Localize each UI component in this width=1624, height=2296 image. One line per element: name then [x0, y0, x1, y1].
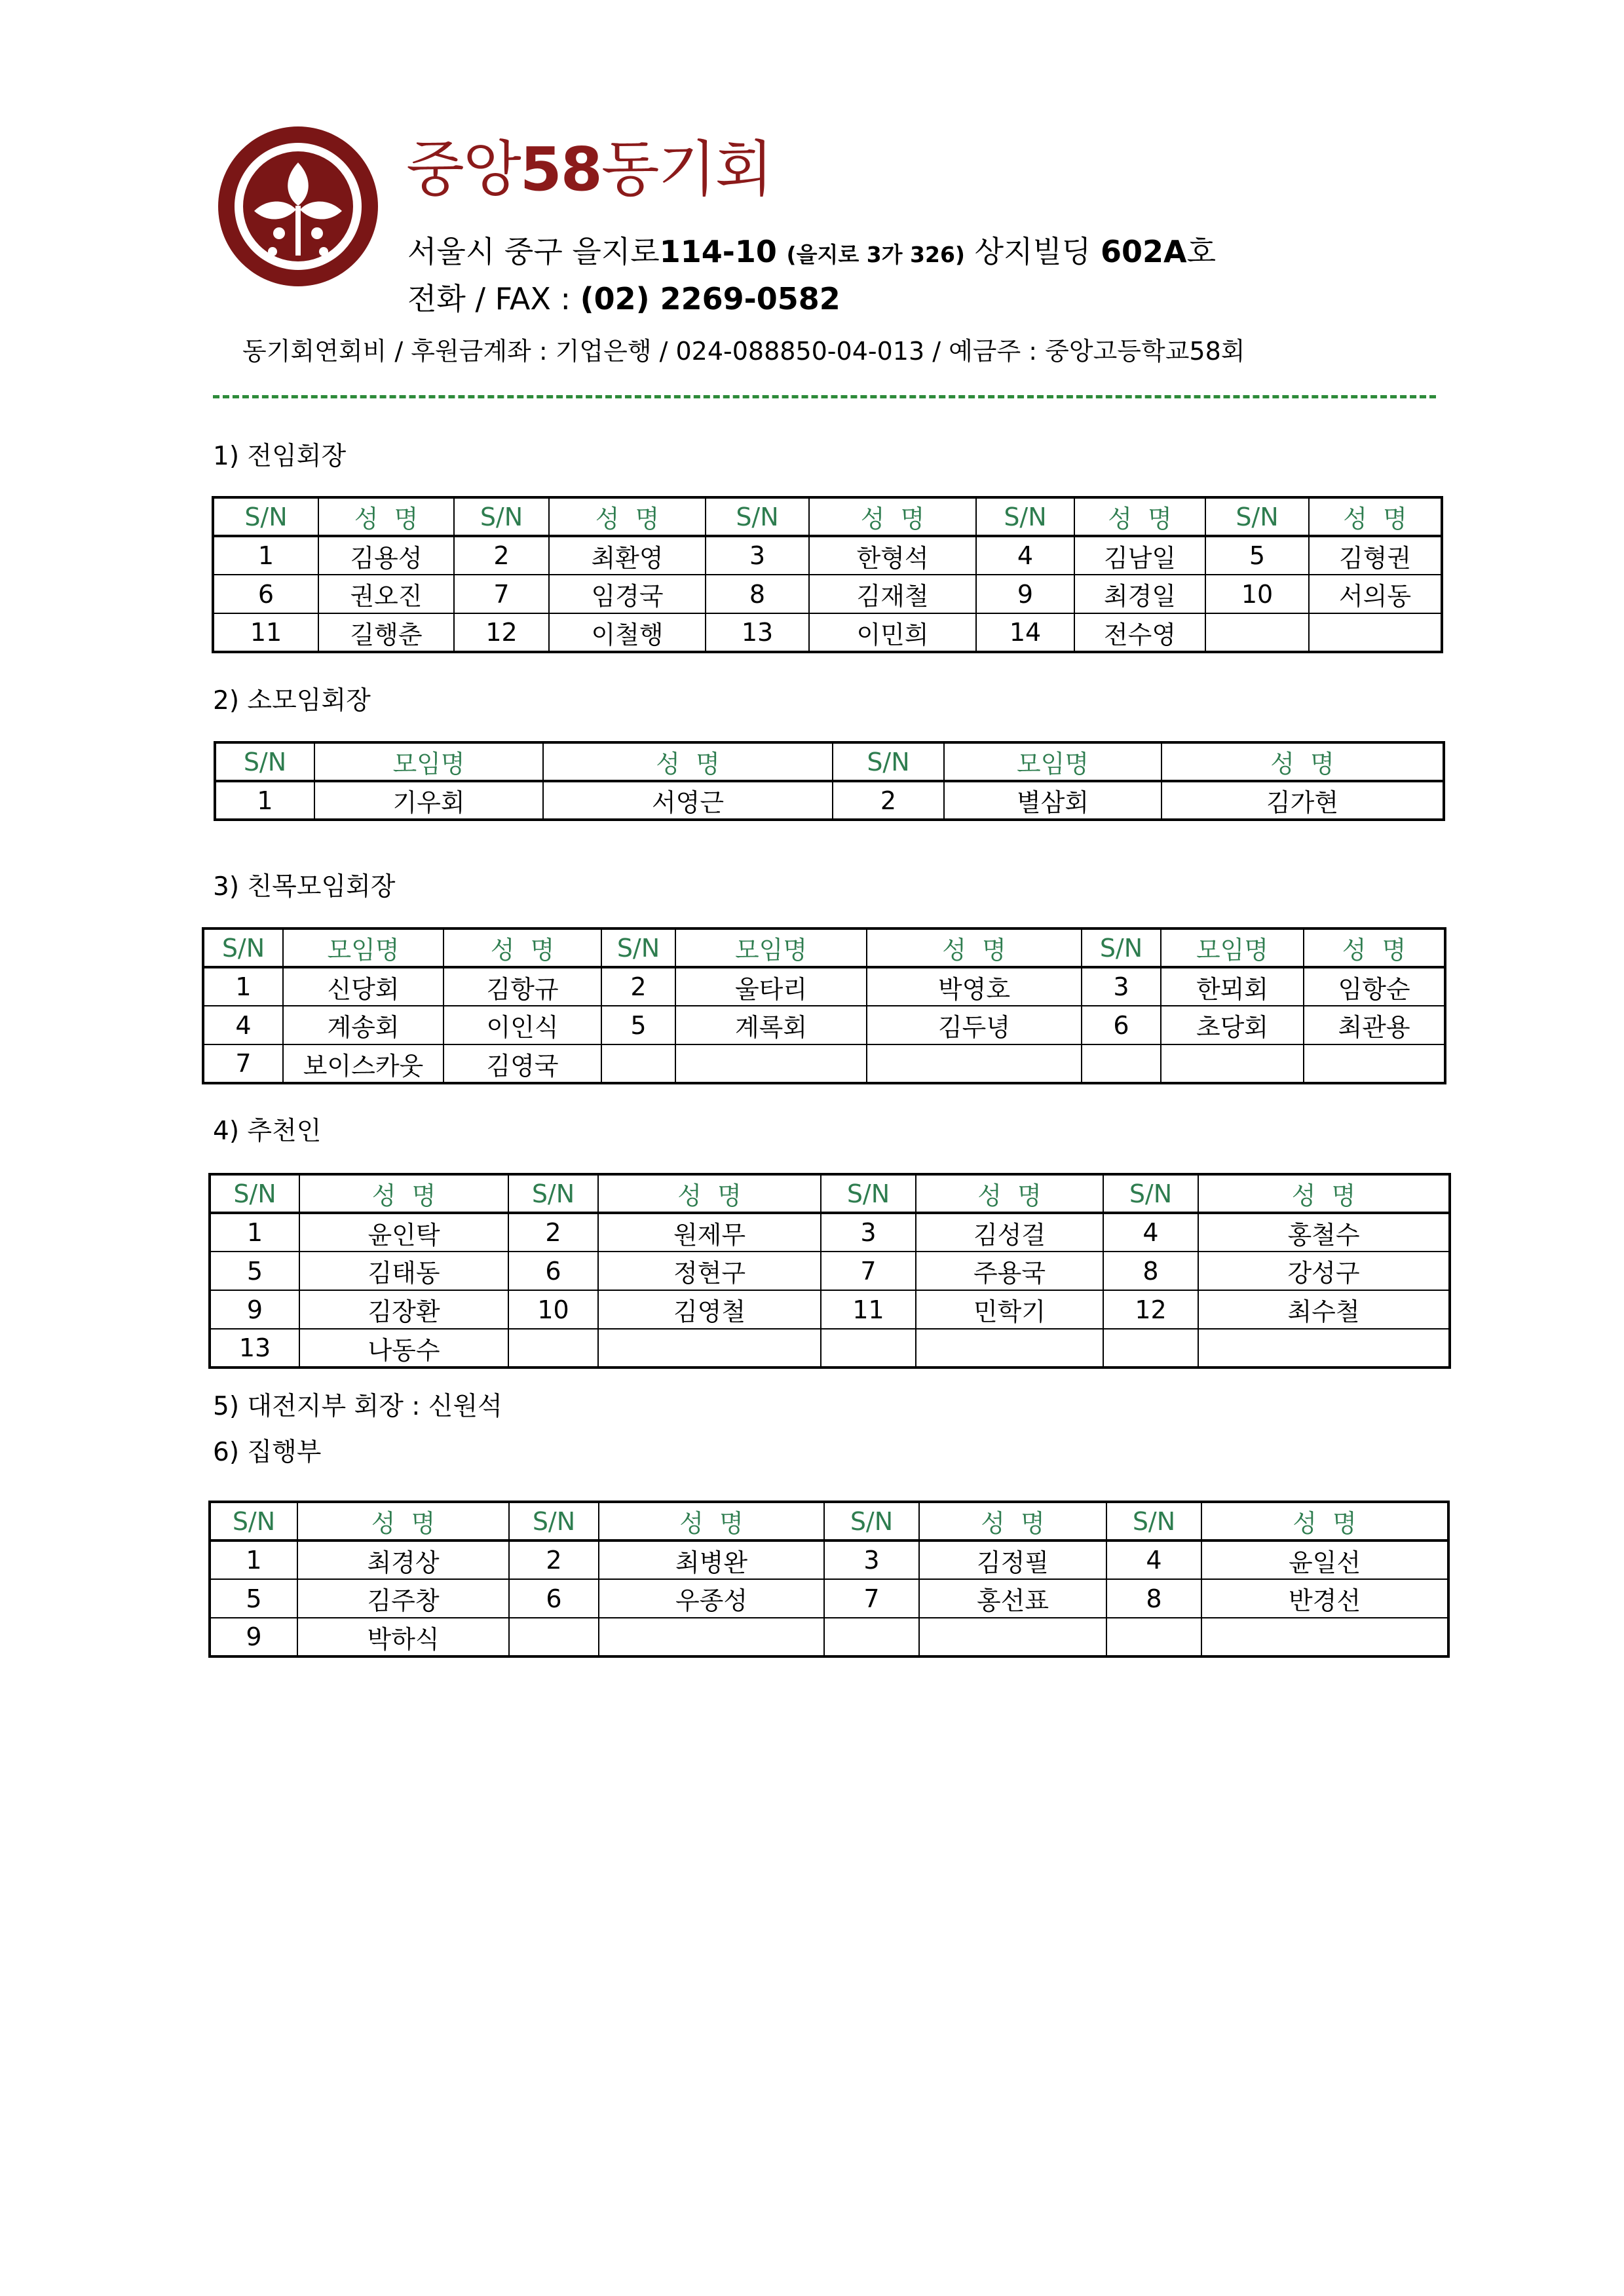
table-cell: 기우회	[314, 781, 543, 820]
table-cell: 2	[509, 1540, 599, 1579]
column-header: 모임명	[314, 742, 543, 781]
column-header: S/N	[833, 742, 944, 781]
phone-line: 전화 / FAX : (02) 2269-0582	[407, 281, 840, 316]
table-cell: 9	[210, 1618, 297, 1656]
table-cell: 6	[508, 1252, 598, 1290]
column-header: S/N	[1103, 1174, 1198, 1213]
table-row	[210, 1252, 1450, 1290]
table-cell: 5	[210, 1252, 299, 1290]
table-cell: 김장환	[299, 1290, 508, 1329]
column-header: 성 명	[1074, 497, 1205, 536]
table-row	[210, 1540, 1448, 1579]
table-cell: 1	[215, 781, 314, 820]
table-cell: 이인식	[444, 1006, 601, 1044]
section-title: 6) 집행부	[213, 1438, 322, 1467]
column-header: S/N	[210, 1174, 299, 1213]
table-cell	[1201, 1618, 1448, 1656]
table-cell: 김정필	[919, 1540, 1106, 1579]
column-header: 성 명	[598, 1174, 821, 1213]
table-cell: 김주창	[297, 1579, 509, 1618]
table-cell: 7	[454, 575, 549, 613]
column-header: 모임명	[283, 928, 444, 967]
table-row	[210, 1329, 1450, 1368]
table-cell: 11	[821, 1290, 916, 1329]
column-header: S/N	[1205, 497, 1309, 536]
column-header: S/N	[1106, 1502, 1201, 1540]
table-header-row	[213, 497, 1442, 536]
column-header: 성 명	[867, 928, 1082, 967]
table-cell: 최병완	[599, 1540, 824, 1579]
column-header: 성 명	[1309, 497, 1442, 536]
table-cell: 권오진	[318, 575, 454, 613]
table-cell: 최수철	[1198, 1290, 1450, 1329]
table-cell: 김항규	[444, 967, 601, 1006]
column-header: 성 명	[297, 1502, 509, 1540]
table-header-row	[203, 928, 1445, 967]
table-cell: 한형석	[809, 536, 976, 575]
table-cell: 김형권	[1309, 536, 1442, 575]
column-header: 성 명	[444, 928, 601, 967]
table-cell: 2	[454, 536, 549, 575]
table-cell	[916, 1329, 1103, 1368]
table-cell: 1	[210, 1540, 297, 1579]
table-cell: 보이스카웃	[283, 1044, 444, 1083]
table-cell: 임경국	[549, 575, 706, 613]
table-cell: 4	[203, 1006, 283, 1044]
table-cell: 김두녕	[867, 1006, 1082, 1044]
table-cell: 10	[1205, 575, 1309, 613]
table-cell	[509, 1618, 599, 1656]
table-cell: 초당회	[1161, 1006, 1304, 1044]
table-cell: 박하식	[297, 1618, 509, 1656]
table-cell: 5	[1205, 536, 1309, 575]
recommenders-table	[208, 1173, 1451, 1369]
column-header: 성 명	[1198, 1174, 1450, 1213]
table-cell: 김재철	[809, 575, 976, 613]
table-cell: 반경선	[1201, 1579, 1448, 1618]
table-header-row	[215, 742, 1444, 781]
table-cell: 4	[1106, 1540, 1201, 1579]
table-row	[210, 1579, 1448, 1618]
table-cell: 8	[1103, 1252, 1198, 1290]
table-cell: 8	[1106, 1579, 1201, 1618]
table-cell: 6	[213, 575, 318, 613]
table-cell: 2	[508, 1213, 598, 1252]
address-line: 서울시 중구 을지로114-10 (을지로 3가 326) 상지빌딩 602A호	[407, 234, 1217, 269]
table-cell: 김영국	[444, 1044, 601, 1083]
column-header: S/N	[601, 928, 675, 967]
table-cell	[1309, 613, 1442, 652]
column-header: S/N	[976, 497, 1074, 536]
table-row	[203, 1006, 1445, 1044]
table-cell: 7	[203, 1044, 283, 1083]
table-cell: 나동수	[299, 1329, 508, 1368]
table-cell	[1103, 1329, 1198, 1368]
table-cell: 12	[1103, 1290, 1198, 1329]
column-header: S/N	[508, 1174, 598, 1213]
table-cell: 계송회	[283, 1006, 444, 1044]
table-cell: 8	[706, 575, 809, 613]
org-name: 중앙58동기회	[406, 134, 772, 204]
table-cell: 5	[601, 1006, 675, 1044]
table-cell: 최경일	[1074, 575, 1205, 613]
table-cell: 4	[976, 536, 1074, 575]
table-cell: 6	[1082, 1006, 1161, 1044]
table-cell: 12	[454, 613, 549, 652]
table-cell: 3	[821, 1213, 916, 1252]
table-cell	[598, 1329, 821, 1368]
column-header: S/N	[215, 742, 314, 781]
column-header: S/N	[821, 1174, 916, 1213]
executive-table	[208, 1501, 1450, 1658]
column-header: 성 명	[916, 1174, 1103, 1213]
table-cell: 최관용	[1304, 1006, 1445, 1044]
column-header: S/N	[509, 1502, 599, 1540]
table-row	[213, 613, 1442, 652]
table-cell	[821, 1329, 916, 1368]
org-logo	[216, 124, 380, 288]
table-cell: 정현구	[598, 1252, 821, 1290]
table-cell: 최경상	[297, 1540, 509, 1579]
table-cell: 1	[203, 967, 283, 1006]
table-row	[210, 1618, 1448, 1656]
table-cell: 이철행	[549, 613, 706, 652]
past-presidents-table	[212, 496, 1443, 653]
table-cell: 길행춘	[318, 613, 454, 652]
column-header: 성 명	[543, 742, 833, 781]
column-header: S/N	[213, 497, 318, 536]
table-cell: 3	[824, 1540, 919, 1579]
table-cell: 3	[1082, 967, 1161, 1006]
section-title: 2) 소모임회장	[213, 686, 371, 716]
table-cell: 전수영	[1074, 613, 1205, 652]
table-cell: 김남일	[1074, 536, 1205, 575]
table-cell: 7	[821, 1252, 916, 1290]
table-cell: 윤인탁	[299, 1213, 508, 1252]
table-cell: 1	[210, 1213, 299, 1252]
table-cell: 강성구	[1198, 1252, 1450, 1290]
table-cell: 우종성	[599, 1579, 824, 1618]
column-header: S/N	[210, 1502, 297, 1540]
table-cell: 9	[976, 575, 1074, 613]
table-cell	[1198, 1329, 1450, 1368]
table-cell	[508, 1329, 598, 1368]
table-row	[213, 575, 1442, 613]
table-cell: 주용국	[916, 1252, 1103, 1290]
table-cell	[675, 1044, 867, 1083]
table-header-row	[210, 1174, 1450, 1213]
table-cell	[1106, 1618, 1201, 1656]
column-header: S/N	[706, 497, 809, 536]
column-header: 성 명	[318, 497, 454, 536]
table-cell: 13	[706, 613, 809, 652]
section-title: 1) 전임회장	[213, 442, 347, 471]
column-header: 성 명	[919, 1502, 1106, 1540]
table-cell: 별삼회	[944, 781, 1161, 820]
table-cell	[919, 1618, 1106, 1656]
table-cell: 10	[508, 1290, 598, 1329]
table-cell	[1161, 1044, 1304, 1083]
table-cell: 이민희	[809, 613, 976, 652]
column-header: 모임명	[675, 928, 867, 967]
table-cell	[867, 1044, 1082, 1083]
table-cell: 11	[213, 613, 318, 652]
table-cell: 김용성	[318, 536, 454, 575]
column-header: 성 명	[1201, 1502, 1448, 1540]
column-header: S/N	[454, 497, 549, 536]
section-title: 4) 추천인	[213, 1117, 322, 1146]
column-header: S/N	[824, 1502, 919, 1540]
column-header: 성 명	[1304, 928, 1445, 967]
table-cell: 7	[824, 1579, 919, 1618]
column-header: 성 명	[299, 1174, 508, 1213]
table-cell: 임항순	[1304, 967, 1445, 1006]
divider	[213, 395, 1436, 398]
table-cell: 서영근	[543, 781, 833, 820]
table-cell: 홍선표	[919, 1579, 1106, 1618]
section-title: 5) 대전지부 회장 : 신원석	[213, 1392, 502, 1421]
column-header: 성 명	[549, 497, 706, 536]
table-cell: 9	[210, 1290, 299, 1329]
table-row	[215, 781, 1444, 820]
table-cell	[599, 1618, 824, 1656]
column-header: S/N	[203, 928, 283, 967]
social-group-heads-table	[202, 927, 1446, 1084]
table-cell: 홍철수	[1198, 1213, 1450, 1252]
table-cell: 김성걸	[916, 1213, 1103, 1252]
table-row	[210, 1290, 1450, 1329]
table-cell: 김가현	[1161, 781, 1444, 820]
table-cell: 2	[601, 967, 675, 1006]
section-title: 3) 친목모임회장	[213, 872, 396, 902]
table-cell: 김태동	[299, 1252, 508, 1290]
table-cell: 민학기	[916, 1290, 1103, 1329]
table-cell: 김영철	[598, 1290, 821, 1329]
table-cell: 계록회	[675, 1006, 867, 1044]
table-cell	[1082, 1044, 1161, 1083]
table-cell: 원제무	[598, 1213, 821, 1252]
account-line: 동기회연회비 / 후원금계좌 : 기업은행 / 024-088850-04-013 / 예금주 : 중앙고등학교58회	[242, 337, 1245, 366]
table-row	[213, 536, 1442, 575]
table-cell: 윤일선	[1201, 1540, 1448, 1579]
table-cell: 13	[210, 1329, 299, 1368]
column-header: 성 명	[809, 497, 976, 536]
column-header: 성 명	[599, 1502, 824, 1540]
table-cell	[1205, 613, 1309, 652]
table-cell	[1304, 1044, 1445, 1083]
table-cell: 박영호	[867, 967, 1082, 1006]
table-cell: 서의동	[1309, 575, 1442, 613]
table-cell: 1	[213, 536, 318, 575]
table-cell: 4	[1103, 1213, 1198, 1252]
table-row	[210, 1213, 1450, 1252]
table-cell: 신당회	[283, 967, 444, 1006]
column-header: 모임명	[1161, 928, 1304, 967]
table-cell: 2	[833, 781, 944, 820]
table-cell: 최환영	[549, 536, 706, 575]
column-header: 성 명	[1161, 742, 1444, 781]
column-header: 모임명	[944, 742, 1161, 781]
table-cell: 한뫼회	[1161, 967, 1304, 1006]
table-header-row	[210, 1502, 1448, 1540]
small-group-heads-table	[214, 741, 1445, 821]
table-cell: 6	[509, 1579, 599, 1618]
table-cell	[601, 1044, 675, 1083]
table-row	[203, 1044, 1445, 1083]
table-cell: 울타리	[675, 967, 867, 1006]
table-cell: 14	[976, 613, 1074, 652]
column-header: S/N	[1082, 928, 1161, 967]
table-cell: 5	[210, 1579, 297, 1618]
table-row	[203, 967, 1445, 1006]
table-cell	[824, 1618, 919, 1656]
table-cell: 3	[706, 536, 809, 575]
